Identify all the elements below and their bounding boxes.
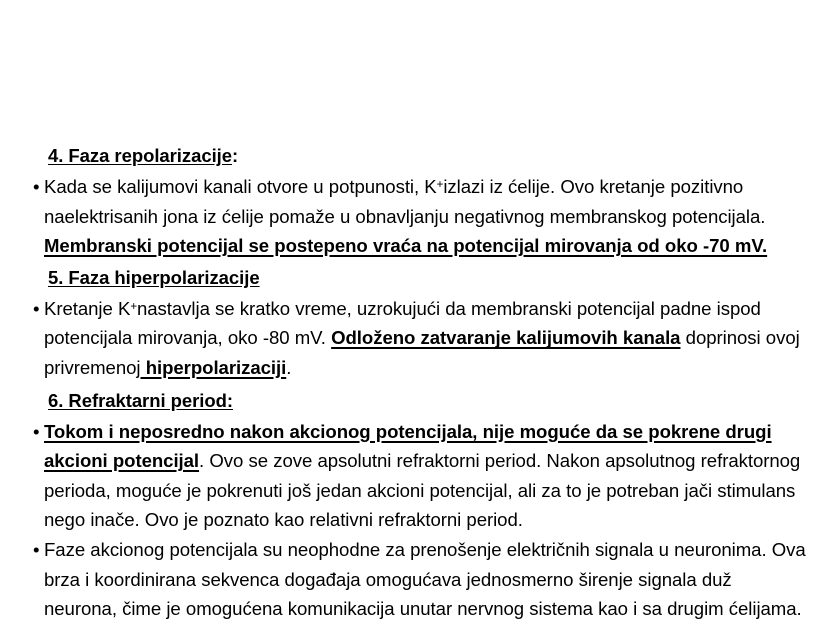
section-heading-5-text: 5. Faza hiperpolarizacije: [48, 266, 260, 288]
section-heading-6-text: 6. Refraktarni period:: [48, 389, 233, 411]
emphasis-run: Membranski potencijal se postepeno vraća na potencijal mirovanja od oko -70 mV.: [44, 235, 768, 257]
run-text: doprinosi ovoj privremenoj: [44, 327, 800, 378]
section-heading-4-text: 4. Faza repolarizacije: [48, 145, 232, 166]
bullet-paragraph-hyperpolarization: [33, 294, 807, 383]
slide-content-body: [33, 141, 807, 624]
bullet-paragraph-summary: [33, 535, 807, 624]
bullet-dot-icon: •: [33, 176, 40, 197]
bullet-dot-icon: •: [33, 420, 40, 442]
bullet-dot-icon: •: [33, 297, 40, 319]
emphasis-run: Odloženo zatvaranje kalijumovih kanala: [331, 327, 681, 349]
section-heading-4: [48, 141, 807, 171]
emphasis-run: hiperpolarizaciji: [140, 356, 287, 378]
run-text: Kada se kalijumovi kanali otvore u potpunosti, K: [44, 176, 437, 197]
section-heading-6: [48, 386, 807, 416]
run-text: izlazi iz ćelije. Ovo kretanje pozitivno naelektrisanih jona iz ćelije pomaže u obnavljanju negativnog membranskog potencijala.: [44, 176, 766, 227]
superscript-plus: +: [130, 300, 137, 313]
run-text: nastavlja se kratko vreme, uzrokujući da membranski potencijal padne ispod potencijala mirovanja, oko -80 mV.: [44, 297, 761, 349]
run-text: Faze akcionog potencijala su neophodne za prenošenje električnih signala u neuronima. Ova brza i koordinirana sekvenca događaja omogućava jednosmerno širenje signala duž neurona, čime je omogućena komunikacija unutar nervnog sistema kao i sa drugim ćelijama.: [44, 538, 806, 620]
emphasis-run: Tokom i neposredno nakon akcionog potencijala, nije moguće da se pokrene drugi akcioni potencijal: [44, 420, 772, 472]
bullet-paragraph-repolarization: [33, 172, 807, 261]
superscript-plus: +: [436, 179, 444, 192]
run-text: Kretanje K: [44, 297, 131, 319]
section-heading-5: [48, 263, 807, 293]
bullet-paragraph-refractory: [33, 417, 807, 535]
run-text: .: [286, 356, 292, 378]
run-text: . Ovo se zove apsolutni refraktorni period. Nakon apsolutnog refraktornog perioda, moguće je pokrenuti još jedan akcioni potencijal, ali za to je potreban jači stimulans nego inače. Ovo je poznato kao relativni refraktorni period.: [44, 450, 801, 531]
section-heading-4-colon: :: [232, 145, 239, 166]
bullet-dot-icon: •: [33, 538, 40, 560]
